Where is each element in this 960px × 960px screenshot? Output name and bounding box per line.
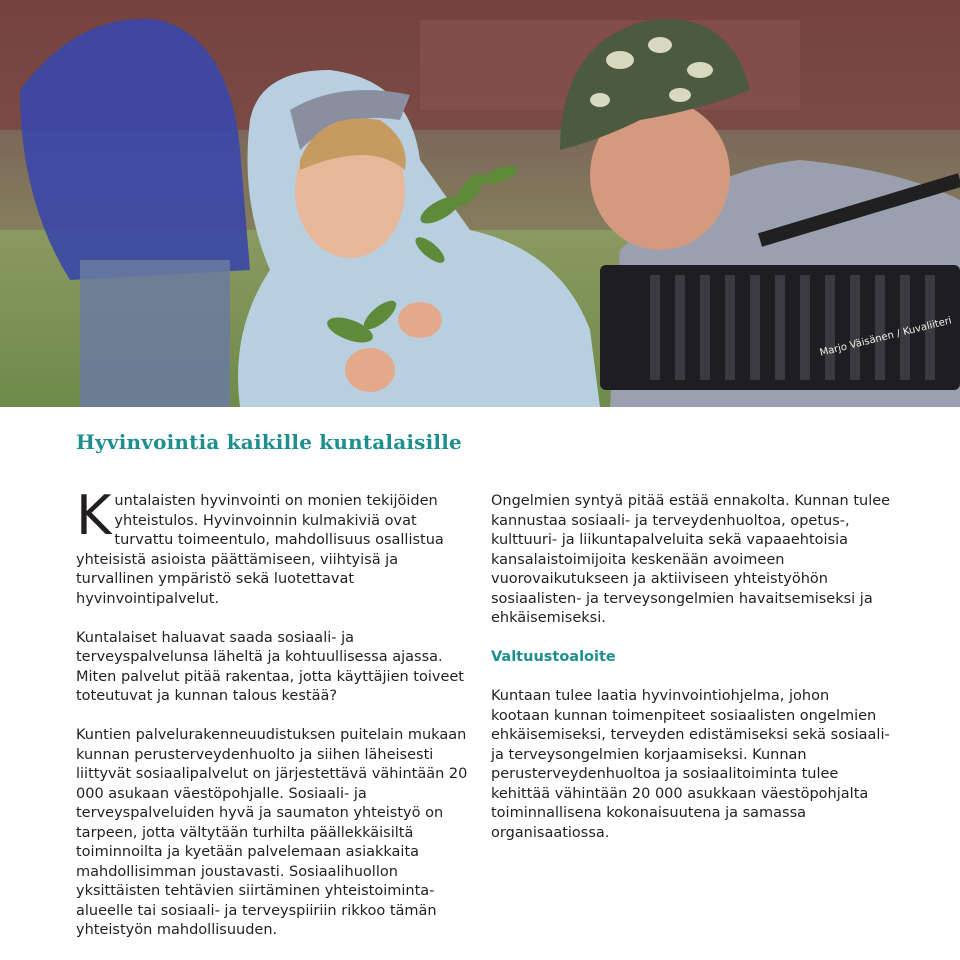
section-subheading: Valtuustoaloite: [491, 649, 616, 665]
paragraph-3: Kuntien palvelurakenneuudistuksen puitelain mukaan kunnan perusterveydenhuolto ja siihen läheisesti liittyvät sosiaalipalvelut on järjestettävä vähintään 20 000 asukaan väestöpohjalle. Sosiaali- ja terveyspalveluiden hyvä ja saumaton yhteistyö on tarpeen, jotta vältytään turhilta päällekkäisiltä toiminnoilta ja kyetään palvelemaan asiakkaita mahdollisimman joustavasti. Sosiaalihuollon yksittäisten tehtävien siirtäminen yhteistoiminta-alueelle tai sosiaali- ja terveyspiiriin rikkoo tämän yhteistyön mahdollisuuden.: [76, 727, 468, 938]
article-title: Hyvinvointia kaikille kuntalaisille: [76, 430, 462, 454]
paragraph-intro: [76, 484, 476, 609]
intro-text: untalaisten hyvinvointi on monien tekijöiden yhteistulos. Hyvinvoinnin kulmakiviä ovat turvattu toimeentulo, mahdollisuus osallistua yhteisistä asioista päättämiseen, viihtyisä ja turvallinen ympäristö sekä luotettavat hyvinvointipalvelut.: [76, 493, 444, 607]
right-column: [491, 492, 891, 863]
photo-credit: Marjo Väisänen / Kuvaliiteri: [818, 315, 953, 359]
paragraph-2: Kuntalaiset haluavat saada sosiaali- ja terveyspalvelunsa läheltä ja kohtuullisessa ajassa. Miten palvelut pitää rakentaa, jotta käyttäjien toiveet toteutuvat ja kunnan talous kestää?: [76, 629, 464, 704]
paragraph-right-2: Kuntaan tulee laatia hyvinvointiohjelma, johon kootaan kunnan toimenpiteet sosiaalisten ongelmien ehkäisemiseksi, terveyden edistämiseksi sekä sosiaali- ja terveysongelmien korjaamiseksi. Kunnan perusterveydenhuoltoa ja sosiaalitoiminta tulee kehittää vähintään 20 000 asukkaan väestöpohjalta toiminnallisena kokonaisuutena ja samassa organisaatiossa.: [491, 688, 890, 841]
left-column: [76, 484, 476, 960]
drop-cap: K: [76, 484, 112, 547]
photo-credit-wrap: [760, 306, 960, 366]
paragraph-right-1: Ongelmien syntyä pitää estää ennakolta. Kunnan tulee kannustaa sosiaali- ja terveydenhuoltoa, opetus-, kulttuuri- ja liikuntapalveluita sekä vapaaehtoisia kansalaistoimijoita keskenään avoimeen vuorovaikutukseen ja aktiiviseen yhteistyöhön sosiaalisten- ja terveysongelmien havaitsemiseksi ja ehkäisemiseksi.: [491, 493, 891, 626]
hero-photo: [0, 0, 960, 407]
